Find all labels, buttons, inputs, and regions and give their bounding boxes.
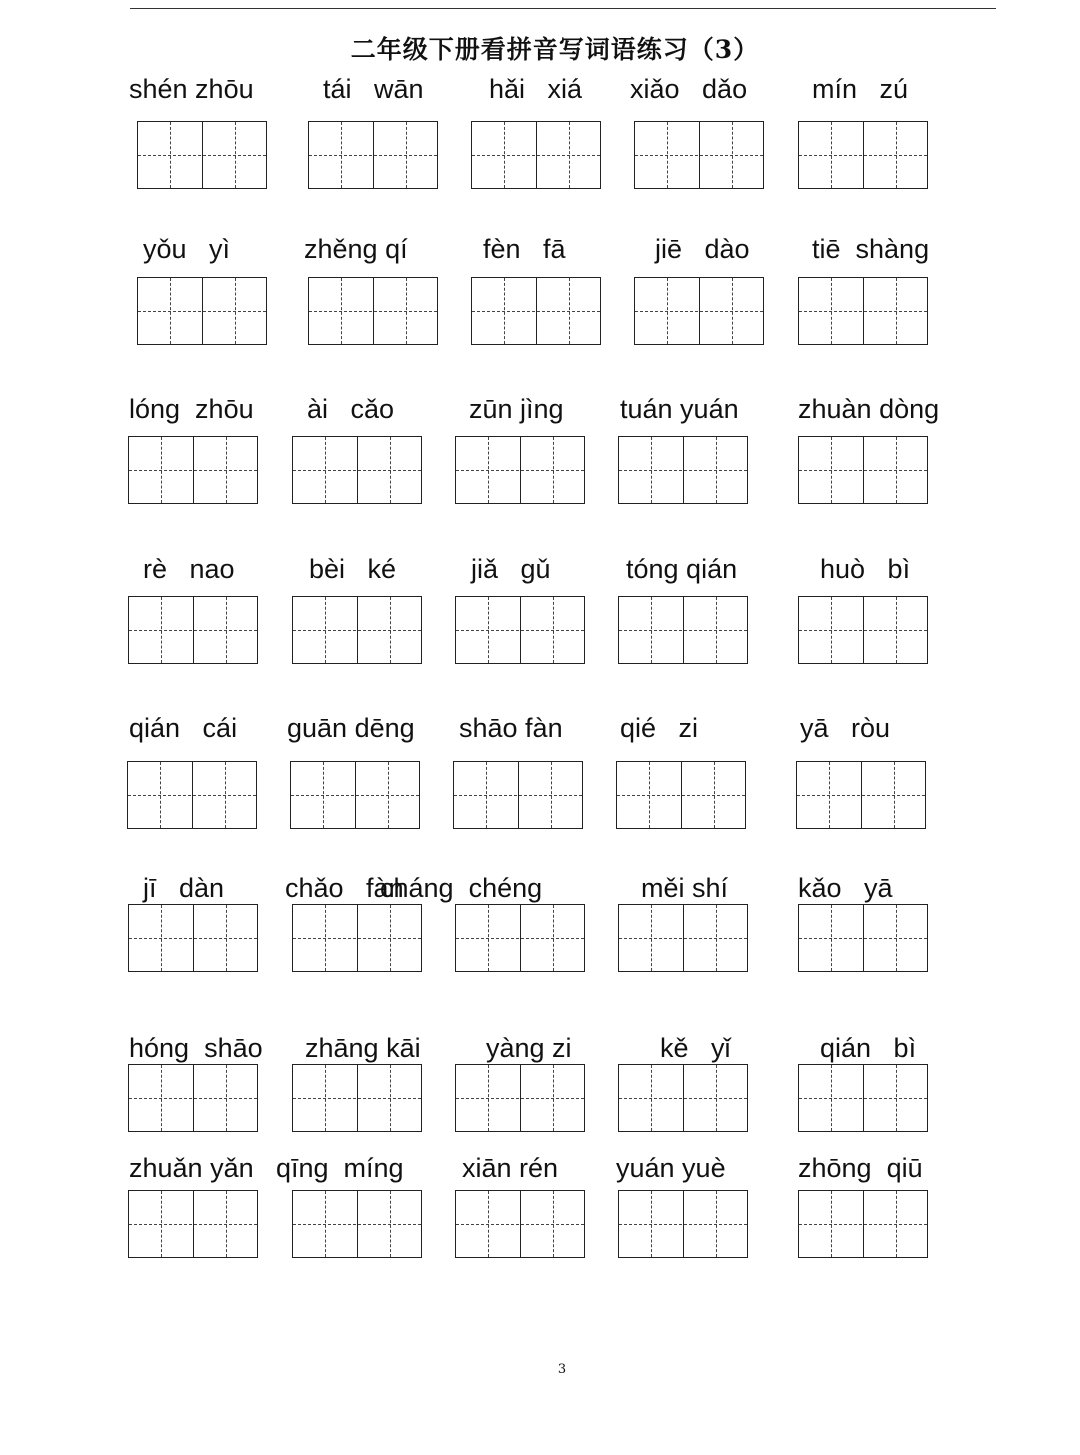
dashed-guide-horizontal — [619, 938, 747, 939]
dashed-guide-horizontal — [454, 795, 582, 796]
character-writing-grid[interactable] — [137, 277, 267, 345]
dashed-guide-horizontal — [799, 311, 927, 312]
pinyin-label: kǎo yā — [798, 873, 893, 903]
character-writing-grid[interactable] — [128, 436, 258, 504]
dashed-guide-horizontal — [799, 938, 927, 939]
dashed-guide-horizontal — [799, 630, 927, 631]
character-writing-grid[interactable] — [455, 1064, 585, 1132]
character-writing-grid[interactable] — [798, 436, 928, 504]
dashed-guide-horizontal — [138, 155, 266, 156]
dashed-guide-horizontal — [291, 795, 419, 796]
dashed-guide-horizontal — [293, 938, 421, 939]
character-writing-grid[interactable] — [292, 596, 422, 664]
character-writing-grid[interactable] — [798, 277, 928, 345]
dashed-guide-horizontal — [293, 1098, 421, 1099]
character-writing-grid[interactable] — [128, 596, 258, 664]
character-writing-grid[interactable] — [308, 277, 438, 345]
dashed-guide-horizontal — [472, 311, 600, 312]
pinyin-label: yàng zi — [486, 1033, 572, 1063]
pinyin-label: yā ròu — [800, 713, 891, 743]
pinyin-label: qīng míng — [276, 1153, 404, 1183]
dashed-guide-horizontal — [456, 1098, 584, 1099]
character-writing-grid[interactable] — [308, 121, 438, 189]
pinyin-label: bèi ké — [309, 554, 397, 584]
dashed-guide-horizontal — [129, 630, 257, 631]
dashed-guide-horizontal — [456, 938, 584, 939]
character-writing-grid[interactable] — [618, 904, 748, 972]
pinyin-label: jī dàn — [143, 873, 225, 903]
dashed-guide-horizontal — [619, 1098, 747, 1099]
dashed-guide-horizontal — [138, 311, 266, 312]
pinyin-label: lóng zhōu — [129, 394, 254, 424]
pinyin-label: jiǎ gǔ — [471, 554, 551, 584]
character-writing-grid[interactable] — [634, 121, 764, 189]
character-writing-grid[interactable] — [453, 761, 583, 829]
dashed-guide-horizontal — [799, 1098, 927, 1099]
dashed-guide-horizontal — [129, 1098, 257, 1099]
character-writing-grid[interactable] — [128, 1064, 258, 1132]
character-writing-grid[interactable] — [618, 1190, 748, 1258]
pinyin-label: cháng chéng — [380, 873, 543, 903]
pinyin-label: zhěng qí — [304, 234, 408, 264]
pinyin-label: měi shí — [641, 873, 729, 903]
pinyin-label: tiē shàng — [812, 234, 930, 264]
character-writing-grid[interactable] — [618, 436, 748, 504]
character-writing-grid[interactable] — [618, 1064, 748, 1132]
dashed-guide-horizontal — [293, 1224, 421, 1225]
dashed-guide-horizontal — [797, 795, 925, 796]
character-writing-grid[interactable] — [471, 277, 601, 345]
page-number: 3 — [557, 1362, 567, 1377]
dashed-guide-horizontal — [635, 311, 763, 312]
pinyin-label: zhuǎn yǎn — [129, 1153, 254, 1183]
pinyin-label: guān dēng — [287, 713, 415, 743]
dashed-guide-horizontal — [619, 630, 747, 631]
dashed-guide-horizontal — [619, 1224, 747, 1225]
pinyin-label: mín zú — [812, 74, 909, 104]
dashed-guide-horizontal — [129, 1224, 257, 1225]
pinyin-label: qián bì — [820, 1033, 917, 1063]
worksheet-title: 二年级下册看拼音写词语练习（3） — [350, 35, 760, 64]
pinyin-label: hǎi xiá — [489, 74, 583, 104]
pinyin-label: ài cǎo — [307, 394, 395, 424]
pinyin-label: xiān rén — [462, 1153, 559, 1183]
dashed-guide-horizontal — [617, 795, 745, 796]
pinyin-label: hóng shāo — [129, 1033, 263, 1063]
pinyin-label: zhāng kāi — [305, 1033, 421, 1063]
pinyin-label: kě yǐ — [660, 1033, 731, 1063]
pinyin-label: zūn jìng — [469, 394, 564, 424]
pinyin-label: zhuàn dòng — [798, 394, 940, 424]
dashed-guide-horizontal — [799, 470, 927, 471]
character-writing-grid[interactable] — [616, 761, 746, 829]
dashed-guide-horizontal — [456, 470, 584, 471]
dashed-guide-horizontal — [293, 630, 421, 631]
pinyin-label: chǎo fàn — [285, 873, 404, 903]
pinyin-label: qián cái — [129, 713, 238, 743]
character-writing-grid[interactable] — [455, 596, 585, 664]
character-writing-grid[interactable] — [128, 1190, 258, 1258]
character-writing-grid[interactable] — [292, 904, 422, 972]
dashed-guide-horizontal — [619, 470, 747, 471]
character-writing-grid[interactable] — [796, 761, 926, 829]
character-writing-grid[interactable] — [455, 904, 585, 972]
character-writing-grid[interactable] — [292, 436, 422, 504]
character-writing-grid[interactable] — [471, 121, 601, 189]
character-writing-grid[interactable] — [798, 596, 928, 664]
pinyin-label: yǒu yì — [143, 234, 231, 264]
dashed-guide-horizontal — [129, 938, 257, 939]
character-writing-grid[interactable] — [455, 436, 585, 504]
top-rule — [130, 8, 996, 9]
pinyin-label: xiǎo dǎo — [630, 74, 748, 104]
pinyin-label: shāo fàn — [459, 713, 563, 743]
character-writing-grid[interactable] — [618, 596, 748, 664]
pinyin-label: zhōng qiū — [798, 1153, 923, 1183]
dashed-guide-horizontal — [799, 155, 927, 156]
pinyin-label: tái wān — [323, 74, 424, 104]
character-writing-grid[interactable] — [798, 1064, 928, 1132]
character-writing-grid[interactable] — [798, 121, 928, 189]
pinyin-label: shén zhōu — [129, 74, 254, 104]
pinyin-label: rè nao — [143, 554, 235, 584]
character-writing-grid[interactable] — [127, 761, 257, 829]
pinyin-label: huò bì — [820, 554, 911, 584]
pinyin-label: tuán yuán — [620, 394, 739, 424]
character-writing-grid[interactable] — [798, 904, 928, 972]
dashed-guide-horizontal — [309, 155, 437, 156]
dashed-guide-horizontal — [456, 1224, 584, 1225]
pinyin-label: yuán yuè — [616, 1153, 726, 1183]
pinyin-label: jiē dào — [655, 234, 750, 264]
character-writing-grid[interactable] — [137, 121, 267, 189]
pinyin-label: qié zi — [620, 713, 699, 743]
dashed-guide-horizontal — [128, 795, 256, 796]
character-writing-grid[interactable] — [292, 1190, 422, 1258]
dashed-guide-horizontal — [293, 470, 421, 471]
character-writing-grid[interactable] — [128, 904, 258, 972]
dashed-guide-horizontal — [472, 155, 600, 156]
dashed-guide-horizontal — [456, 630, 584, 631]
character-writing-grid[interactable] — [292, 1064, 422, 1132]
dashed-guide-horizontal — [635, 155, 763, 156]
pinyin-label: fèn fā — [483, 234, 566, 264]
dashed-guide-horizontal — [799, 1224, 927, 1225]
pinyin-label: tóng qián — [626, 554, 738, 584]
character-writing-grid[interactable] — [455, 1190, 585, 1258]
dashed-guide-horizontal — [129, 470, 257, 471]
dashed-guide-horizontal — [309, 311, 437, 312]
character-writing-grid[interactable] — [634, 277, 764, 345]
character-writing-grid[interactable] — [290, 761, 420, 829]
character-writing-grid[interactable] — [798, 1190, 928, 1258]
